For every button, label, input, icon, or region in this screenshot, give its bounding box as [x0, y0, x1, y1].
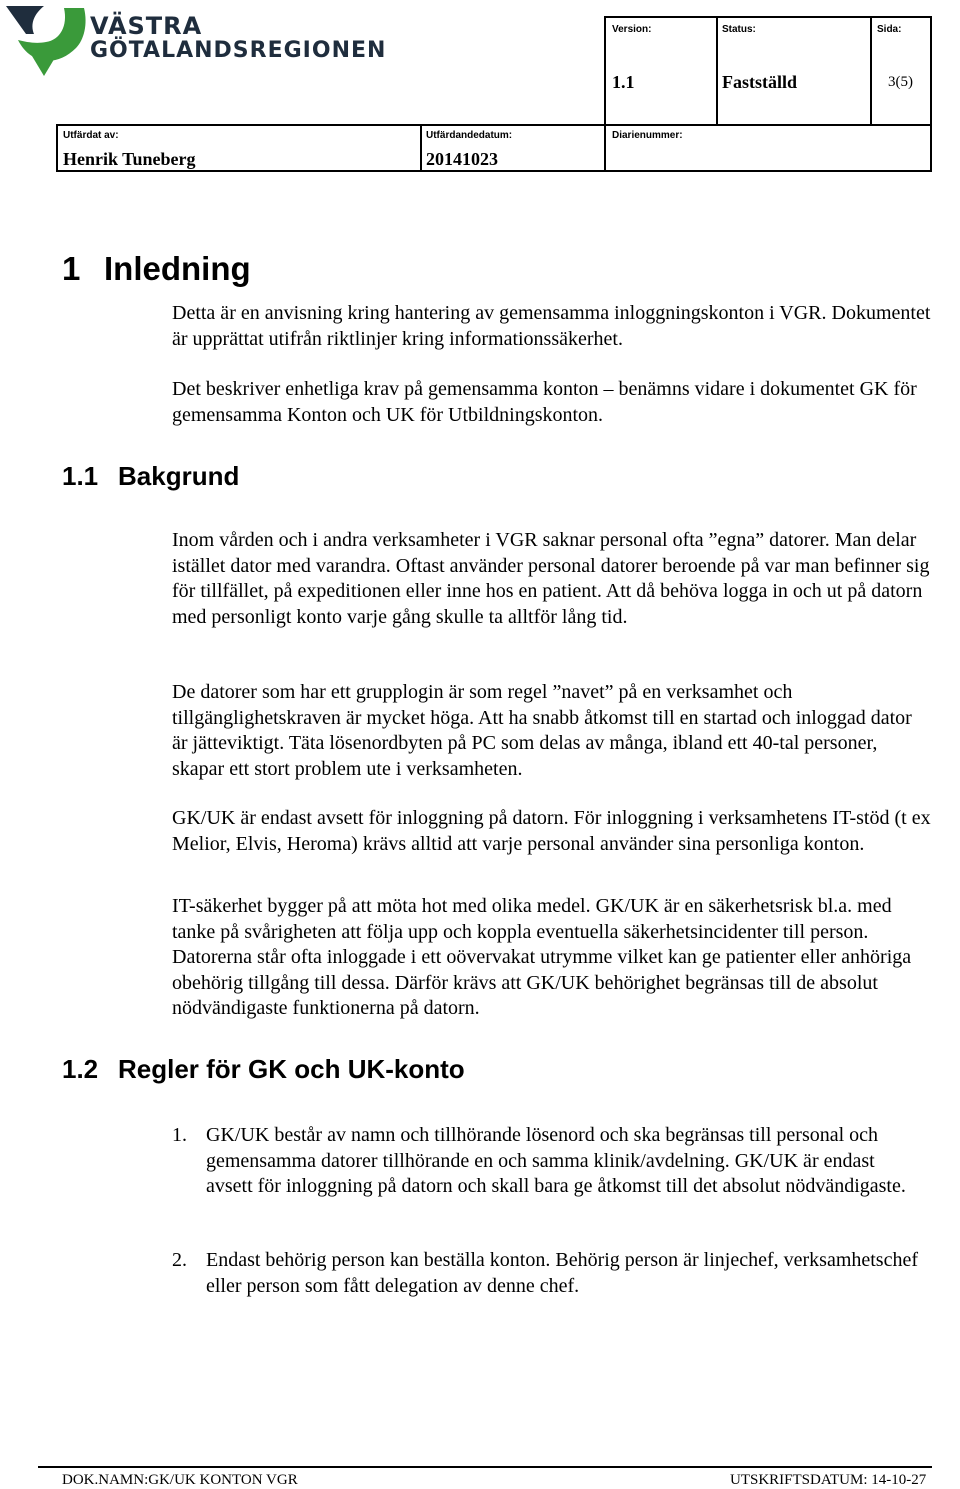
list-item-number: 2. [172, 1249, 187, 1271]
version-value: 1.1 [612, 72, 635, 92]
list-item-text: Endast behörig person kan beställa konton. Behörig person är linjechef, verksamhetschef eller person som fått delegation av denne chef. [206, 1249, 919, 1297]
footer-print-date: UTSKRIFTSDATUM: 14-10-27 [730, 1472, 927, 1488]
paragraph: GK/UK är endast avsett för inloggning på datorn. För inloggning i verksamhetens IT-stöd (t ex Melior, Elvis, Heroma) krävs alltid att varje personal använder sina personliga konton. [172, 807, 931, 855]
issued-by-value: Henrik Tuneberg [63, 149, 196, 169]
footer-rule [38, 1466, 932, 1468]
issue-date-label: Utfärdandedatum: [426, 130, 513, 141]
footer-doc-name: DOK.NAMN:GK/UK KONTON VGR [62, 1472, 298, 1488]
issue-date-value: 20141023 [426, 149, 498, 169]
logo-text-line2: GÖTALANDSREGIONEN [90, 38, 387, 63]
heading-number: 1.2 [62, 1054, 99, 1084]
issued-by-label: Utfärdat av: [63, 130, 119, 141]
heading-number: 1.1 [62, 461, 99, 491]
heading-title: Bakgrund [118, 461, 240, 491]
heading-section-1-2 [62, 1054, 465, 1085]
status-label: Status: [722, 24, 756, 35]
heading-section-1 [62, 250, 251, 288]
paragraph: IT-säkerhet bygger på att möta hot med olika medel. GK/UK är en säkerhetsrisk bl.a. med tanke på svårigheten att följa upp och koppla eventuella säkerhetsincidenter till person. Datorerna står ofta inloggade i ett oövervakat utrymme vilket kan ge patienter eller anhöriga obehörig tillgång till dessa. Därför krävs att GK/UK behörighet begränsas till de absolut nödvändigaste funktionerna på datorn. [172, 895, 912, 1019]
heading-section-1-1 [62, 461, 239, 492]
heading-title: Inledning [104, 250, 251, 287]
version-label: Version: [612, 24, 652, 35]
list-item-number: 1. [172, 1124, 187, 1146]
heading-title: Regler för GK och UK-konto [118, 1054, 465, 1084]
list-item-text: GK/UK består av namn och tillhörande lösenord och ska begränsas till personal och gemensamma datorer tillhörande en och samma klinik/avdelning. GK/UK är endast avsett för inloggning på datorn och skall bara ge åtkomst till det absolut nödvändigaste. [206, 1124, 906, 1197]
page-value: 3(5) [888, 74, 913, 90]
logo-text-line1: VÄSTRA [90, 12, 203, 40]
paragraph: Det beskriver enhetliga krav på gemensamma konton – benämns vidare i dokumentet GK för gemensamma Konton och UK för Utbildningskonton. [172, 378, 917, 426]
paragraph: De datorer som har ett grupplogin är som regel ”navet” på en verksamhet och tillgänglighetskraven är mycket höga. Att ha snabb åtkomst till en startad och inloggad dator är jätteviktigt. Täta lösenordbyten på PC som delas av många, ibland ett 40-tal personer, skapar ett stort problem ute i verksamheten. [172, 681, 912, 780]
paragraph: Detta är en anvisning kring hantering av gemensamma inloggningskonton i VGR. Dokumentet är upprättat utifrån riktlinjer kring informationssäkerhet. [172, 302, 931, 350]
heading-number: 1 [62, 250, 81, 287]
vgr-logo-mark-icon [4, 4, 94, 80]
status-value: Fastställd [722, 72, 798, 92]
page-label: Sida: [877, 24, 902, 35]
reg-no-label: Diarienummer: [612, 130, 683, 141]
vgr-logo [4, 4, 387, 84]
paragraph: Inom vården och i andra verksamheter i VGR saknar personal ofta ”egna” datorer. Man delar istället dator med varandra. Oftast använder personal datorer beroende på var man befinner sig för tillfället, på expeditionen eller inne hos en patient. Att då behöva logga in och ut på datorn med personligt konto varje gång skulle ta alltför lång tid. [172, 529, 930, 628]
